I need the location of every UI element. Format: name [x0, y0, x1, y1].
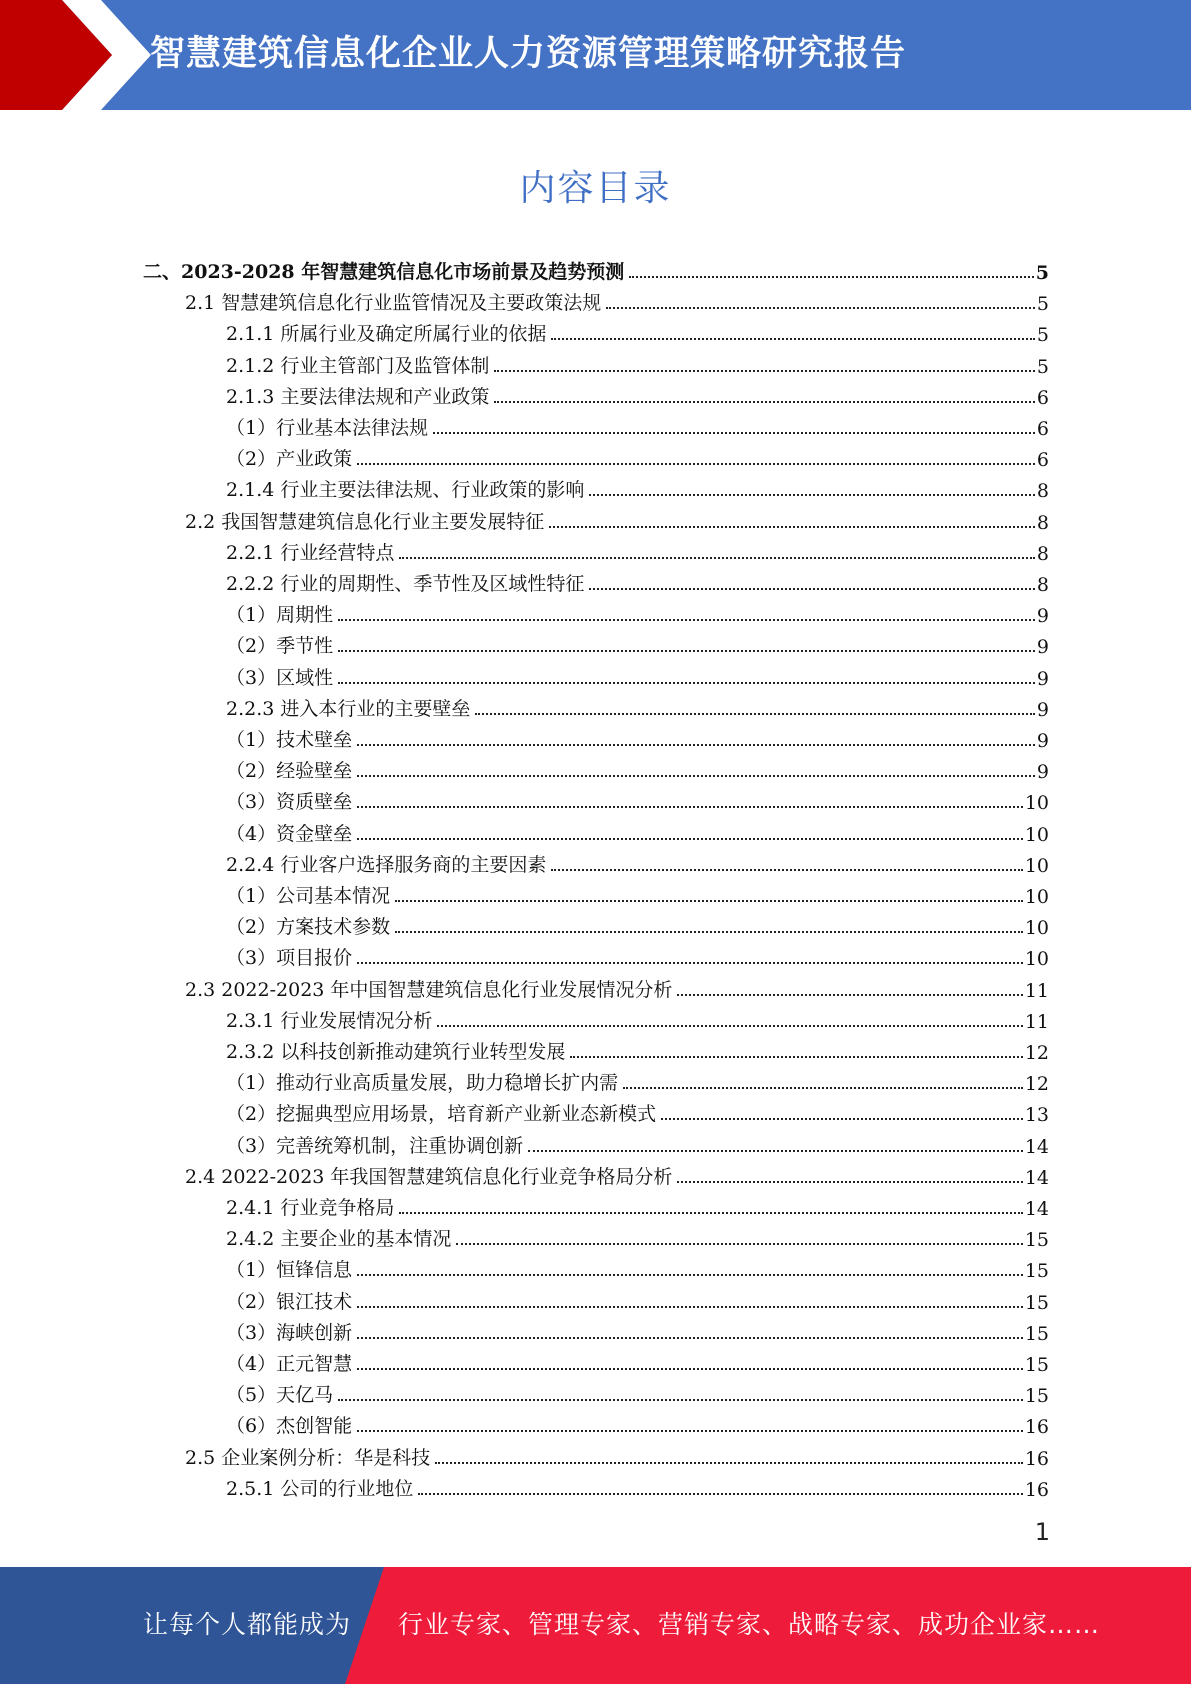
toc-entry-title: （4）正元智慧 [226, 1353, 353, 1375]
toc-entry-page: 12 [1024, 1042, 1049, 1064]
toc-entry-page: 9 [1036, 636, 1049, 659]
toc-entry-page: 5 [1036, 355, 1049, 378]
toc-entry-page: 10 [1024, 854, 1049, 877]
toc-dot-leader [494, 401, 1035, 403]
toc-dot-leader [437, 1025, 1022, 1027]
toc-dot-leader [435, 1462, 1023, 1464]
toc-entry[interactable] [226, 471, 1049, 502]
toc-entry[interactable] [185, 1158, 1049, 1189]
toc-entry-title: 2.2.2 行业的周期性、季节性及区域性特征 [226, 573, 585, 595]
toc-entry-page: 6 [1036, 449, 1049, 472]
toc-entry-title: （2）方案技术参数 [226, 916, 391, 939]
toc-entry-page: 15 [1024, 1260, 1049, 1283]
toc-entry[interactable] [226, 565, 1049, 596]
toc-dot-leader [395, 931, 1023, 933]
toc-entry-title: （1）恒锋信息 [226, 1259, 353, 1282]
toc-entry[interactable] [226, 1251, 1049, 1282]
toc-entry[interactable] [226, 409, 1049, 440]
toc-entry-page: 15 [1024, 1385, 1049, 1408]
toc-entry[interactable] [226, 1033, 1049, 1064]
toc-dot-leader [475, 713, 1035, 715]
toc-entry-page: 8 [1036, 542, 1049, 565]
toc-entry-title: （3）资质壁垒 [226, 791, 353, 814]
toc-dot-leader [357, 1337, 1023, 1339]
toc-dot-leader [357, 838, 1023, 840]
toc-dot-leader [357, 744, 1035, 746]
toc-entry-page: 14 [1024, 1135, 1049, 1158]
toc-dot-leader [338, 1399, 1023, 1401]
toc-heading: 内容目录 [519, 168, 672, 209]
toc-entry[interactable] [226, 690, 1049, 721]
toc-dot-leader [395, 900, 1023, 902]
toc-entry[interactable] [226, 783, 1049, 814]
toc-entry[interactable] [226, 315, 1049, 346]
toc-dot-leader [357, 1368, 1023, 1370]
toc-entry-page: 16 [1024, 1447, 1049, 1470]
toc-entry-title: 2.1.1 所属行业及确定所属行业的依据 [226, 323, 547, 346]
toc-entry-page: 9 [1036, 698, 1049, 721]
toc-entry[interactable] [226, 1127, 1049, 1158]
toc-entry-title: （3）项目报价 [226, 947, 353, 970]
toc-dot-leader [357, 806, 1023, 808]
toc-entry-page: 5 [1035, 262, 1049, 284]
toc-entry-page: 16 [1024, 1478, 1049, 1501]
toc-entry-page: 11 [1024, 1010, 1049, 1033]
toc-dot-leader [357, 775, 1035, 777]
toc-entry-title: （1）行业基本法律法规 [226, 417, 429, 439]
toc-entry-page: 9 [1036, 605, 1049, 628]
toc-entry[interactable] [226, 1189, 1049, 1220]
toc-entry[interactable] [185, 284, 1049, 315]
toc-entry[interactable] [226, 1345, 1049, 1376]
toc-entry-page: 15 [1024, 1229, 1049, 1252]
toc-entry-title: 2.2 我国智慧建筑信息化行业主要发展特征 [185, 510, 545, 533]
toc-entry[interactable] [226, 815, 1049, 846]
toc-entry[interactable] [185, 1439, 1049, 1470]
toc-entry-page: 6 [1036, 386, 1049, 409]
toc-dot-leader [629, 276, 1034, 278]
toc-entry-page: 15 [1024, 1354, 1049, 1376]
toc-entry-page: 14 [1024, 1166, 1049, 1189]
toc-entry[interactable] [226, 1470, 1049, 1501]
toc-dot-leader [357, 1274, 1023, 1276]
toc-entry-title: 2.3.1 行业发展情况分析 [226, 1009, 433, 1032]
toc-entry-title: （2）产业政策 [226, 448, 353, 471]
toc-dot-leader [338, 619, 1035, 621]
toc-entry-page: 13 [1024, 1104, 1049, 1127]
toc-dot-leader [551, 869, 1022, 871]
toc-entry-title: 2.2.3 进入本行业的主要壁垒 [226, 697, 471, 720]
toc-entry[interactable] [185, 503, 1049, 534]
toc-entry[interactable] [226, 1095, 1049, 1126]
toc-entry-title: 2.3.2 以科技创新推动建筑行业转型发展 [226, 1041, 566, 1063]
toc-dot-leader [551, 338, 1035, 340]
toc-entry-page: 8 [1036, 511, 1049, 534]
toc-dot-leader [528, 1150, 1023, 1152]
toc-entry-page: 9 [1036, 667, 1049, 690]
toc-entry[interactable] [226, 596, 1049, 627]
toc-dot-leader [494, 370, 1035, 372]
toc-entry-title: 2.4 2022-2023 年我国智慧建筑信息化行业竞争格局分析 [185, 1165, 673, 1188]
toc-dot-leader [606, 307, 1035, 309]
toc-entry[interactable] [226, 1283, 1049, 1314]
toc-entry[interactable] [226, 752, 1049, 783]
toc-entry-title: （2）银江技术 [226, 1290, 353, 1313]
toc-entry[interactable] [226, 877, 1049, 908]
toc-entry-title: （3）完善统筹机制，注重协调创新 [226, 1134, 524, 1157]
toc-entry-title: （2）经验壁垒 [226, 760, 353, 783]
footer-slogan-lead: 让每个人都能成为 [143, 1610, 352, 1639]
toc-entry-title: 2.1.3 主要法律法规和产业政策 [226, 385, 490, 408]
toc-entry-page: 9 [1036, 730, 1049, 752]
toc-entry-title: 2.5.1 公司的行业地位 [226, 1477, 414, 1500]
toc-entry[interactable] [226, 440, 1049, 471]
toc-dot-leader [677, 1181, 1022, 1183]
toc-dot-leader [456, 1243, 1022, 1245]
header-banner [0, 0, 1191, 110]
footer-slogan: 行业专家、管理专家、营销专家、战略专家、成功企业家…… [398, 1610, 1101, 1639]
toc-entry-page: 11 [1024, 979, 1049, 1002]
toc-entry-title: 2.1.2 行业主管部门及监管体制 [226, 354, 490, 377]
toc-entry[interactable] [226, 1376, 1049, 1407]
toc-entry-title: 2.5 企业案例分析：华是科技 [185, 1446, 431, 1469]
toc-entry[interactable] [226, 1314, 1049, 1345]
toc-entry-title: 2.1 智慧建筑信息化行业监管情况及主要政策法规 [185, 292, 602, 315]
toc-dot-leader [549, 526, 1035, 528]
toc-dot-leader [357, 1430, 1023, 1432]
report-title: 智慧建筑信息化企业人力资源管理策略研究报告 [150, 34, 907, 74]
toc-entry-title: （1）推动行业高质量发展，助力稳增长扩内需 [226, 1072, 619, 1095]
toc-entry-page: 9 [1036, 761, 1049, 784]
toc-entry[interactable] [226, 1064, 1049, 1095]
toc-entry-page: 6 [1036, 418, 1049, 440]
toc-dot-leader [338, 650, 1035, 652]
toc-dot-leader [357, 962, 1023, 964]
toc-entry-title: 2.1.4 行业主要法律法规、行业政策的影响 [226, 479, 585, 502]
toc-entry-title: （2）季节性 [226, 635, 334, 658]
toc-entry-page: 5 [1036, 293, 1049, 316]
toc-dot-leader [570, 1056, 1022, 1058]
toc-dot-leader [677, 994, 1022, 996]
toc-entry-page: 15 [1024, 1322, 1049, 1345]
page-number: 1 [1034, 1518, 1050, 1546]
toc-dot-leader [338, 682, 1035, 684]
toc-entry[interactable] [226, 659, 1049, 690]
toc-entry-page: 10 [1024, 948, 1049, 971]
toc-entry[interactable] [226, 378, 1049, 409]
toc-entry-title: （6）杰创智能 [226, 1415, 353, 1438]
toc-entry[interactable] [226, 1407, 1049, 1438]
toc-entry[interactable] [226, 721, 1049, 752]
toc-entry-title: （1）技术壁垒 [226, 729, 353, 751]
toc-dot-leader [399, 557, 1035, 559]
toc-entry[interactable] [226, 627, 1049, 658]
toc-entry-page: 15 [1024, 1291, 1049, 1314]
toc-entry[interactable] [226, 347, 1049, 378]
toc-entry-page: 10 [1024, 792, 1049, 815]
toc-entry-title: （2）挖掘典型应用场景，培育新产业新业态新模式 [226, 1103, 657, 1126]
toc-entry-title: 2.4.2 主要企业的基本情况 [226, 1228, 452, 1251]
toc-dot-leader [589, 494, 1035, 496]
toc-entry-title: （4）资金壁垒 [226, 822, 353, 845]
toc-entry-title: （1）周期性 [226, 604, 334, 627]
toc-entry-title: （3）区域性 [226, 666, 334, 689]
toc-entry[interactable] [226, 534, 1049, 565]
toc-dot-leader [357, 463, 1035, 465]
toc-entry[interactable] [226, 846, 1049, 877]
toc-entry-page: 5 [1036, 324, 1049, 347]
toc-dot-leader [418, 1493, 1022, 1495]
toc-entry-title: （5）天亿马 [226, 1384, 334, 1407]
toc-entry-title: （3）海峡创新 [226, 1321, 353, 1344]
toc-entry-page: 12 [1024, 1073, 1049, 1096]
toc-entry-title: 2.3 2022-2023 年中国智慧建筑信息化行业发展情况分析 [185, 978, 673, 1001]
toc-entry-title: 二、2023-2028 年智慧建筑信息化市场前景及趋势预测 [143, 261, 625, 283]
toc-entry-page: 8 [1036, 574, 1049, 596]
toc-dot-leader [357, 1306, 1023, 1308]
toc-entry-title: 2.4.1 行业竞争格局 [226, 1197, 395, 1219]
toc-entry-page: 16 [1024, 1416, 1049, 1439]
footer-banner [0, 1567, 1191, 1684]
toc-entry[interactable] [185, 971, 1049, 1002]
toc-entry[interactable] [226, 1002, 1049, 1033]
toc-dot-leader [399, 1212, 1022, 1214]
toc-entry[interactable] [226, 1220, 1049, 1251]
toc-entry-page: 14 [1024, 1198, 1049, 1220]
toc-entry-page: 10 [1024, 917, 1049, 940]
toc-dot-leader [433, 432, 1035, 434]
toc-dot-leader [589, 588, 1035, 590]
toc-entry-title: 2.2.4 行业客户选择服务商的主要因素 [226, 853, 547, 876]
toc-entry[interactable] [143, 253, 1049, 284]
toc-entry-title: （1）公司基本情况 [226, 885, 391, 907]
toc-entry[interactable] [226, 908, 1049, 939]
toc-entry-page: 8 [1036, 480, 1049, 503]
toc-entry-page: 10 [1024, 886, 1049, 908]
toc-entry-title: 2.2.1 行业经营特点 [226, 541, 395, 564]
toc-dot-leader [661, 1118, 1023, 1120]
toc-entry-page: 10 [1024, 823, 1049, 846]
toc-entry[interactable] [226, 939, 1049, 970]
toc-dot-leader [623, 1087, 1023, 1089]
